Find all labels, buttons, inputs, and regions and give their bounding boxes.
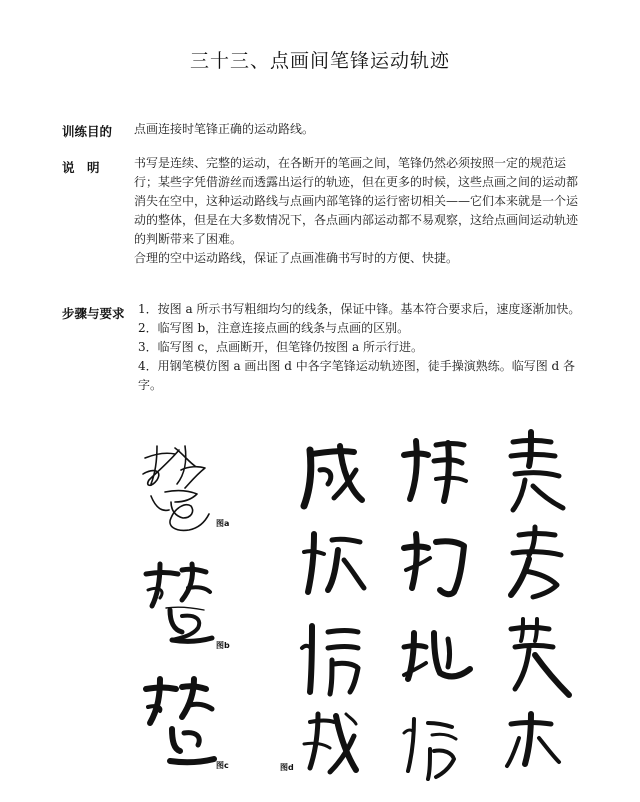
figure-d-char-8 [404,633,470,679]
explanation-line: 的判断带来了困难。 [134,232,243,246]
figure-b-caption: 图b [216,641,230,650]
figure-d-char-12 [507,714,559,766]
figure-d-char-1 [304,446,362,506]
figure-d-char-11 [404,719,456,779]
explanation-line: 合理的空中运动路线，保证了点画准确书写时的方便、快捷。 [134,251,459,265]
step-item: 1．按图 a 所示书写粗细均匀的线条，保证中锋。基本符合要求后，速度逐渐加快。 [138,302,581,316]
figure-d-char-4 [304,534,364,592]
steps-label: 步骤与要求 [62,306,125,321]
figure-d-char-9 [511,619,569,695]
step-item: 4．用钢笔模仿图 a 画出图 d 中各字笔锋运动轨迹图，徒手操演熟练。临写图 d 各字。 [138,359,576,392]
figure-a-caption: 图a [216,519,230,528]
figure-d-char-3 [511,432,563,510]
explanation-line: 行；某些字凭借游丝而透露出运行的轨迹，但在更多的时候，这些点画之间的运动都 [134,175,579,189]
page-title: 三十三、点画间笔锋运动轨迹 [189,50,450,72]
figure-b-character [140,560,230,650]
figure-d-char-6 [511,527,561,597]
explanation-line: 消失在空中，这种运动路线与点画内部笔锋的运行密切相关——它们本来就是一个运 [134,194,579,208]
figure-d-char-2 [404,441,466,501]
figure-a-trajectory [135,440,225,540]
explanation-line: 动的整体，但是在大多数情况下，各点画内部运动都不易观察，这给点画间运动轨迹 [134,213,579,227]
figure-d-char-5 [404,534,464,594]
explanation-label: 说 明 [62,160,100,175]
goal-label: 训练目的 [62,124,113,139]
goal-text: 点画连接时笔锋正确的运动路线。 [134,122,315,136]
figure-d-caption: 图d [280,763,294,772]
figure-c-character [140,675,230,770]
figure-d-char-7 [302,626,358,694]
explanation-line: 书写是连续、完整的运动，在各断开的笔画之间，笔锋仍然必须按照一定的规范运 [134,156,567,170]
step-item: 2．临写图 b，注意连接点画的线条与点画的区别。 [138,321,410,335]
figure-d-grid [290,425,600,785]
figure-c-caption: 图c [216,761,229,770]
step-item: 3．临写图 c，点画断开，但笔锋仍按图 a 所示行进。 [138,340,423,354]
figure-d-char-10 [304,714,356,772]
